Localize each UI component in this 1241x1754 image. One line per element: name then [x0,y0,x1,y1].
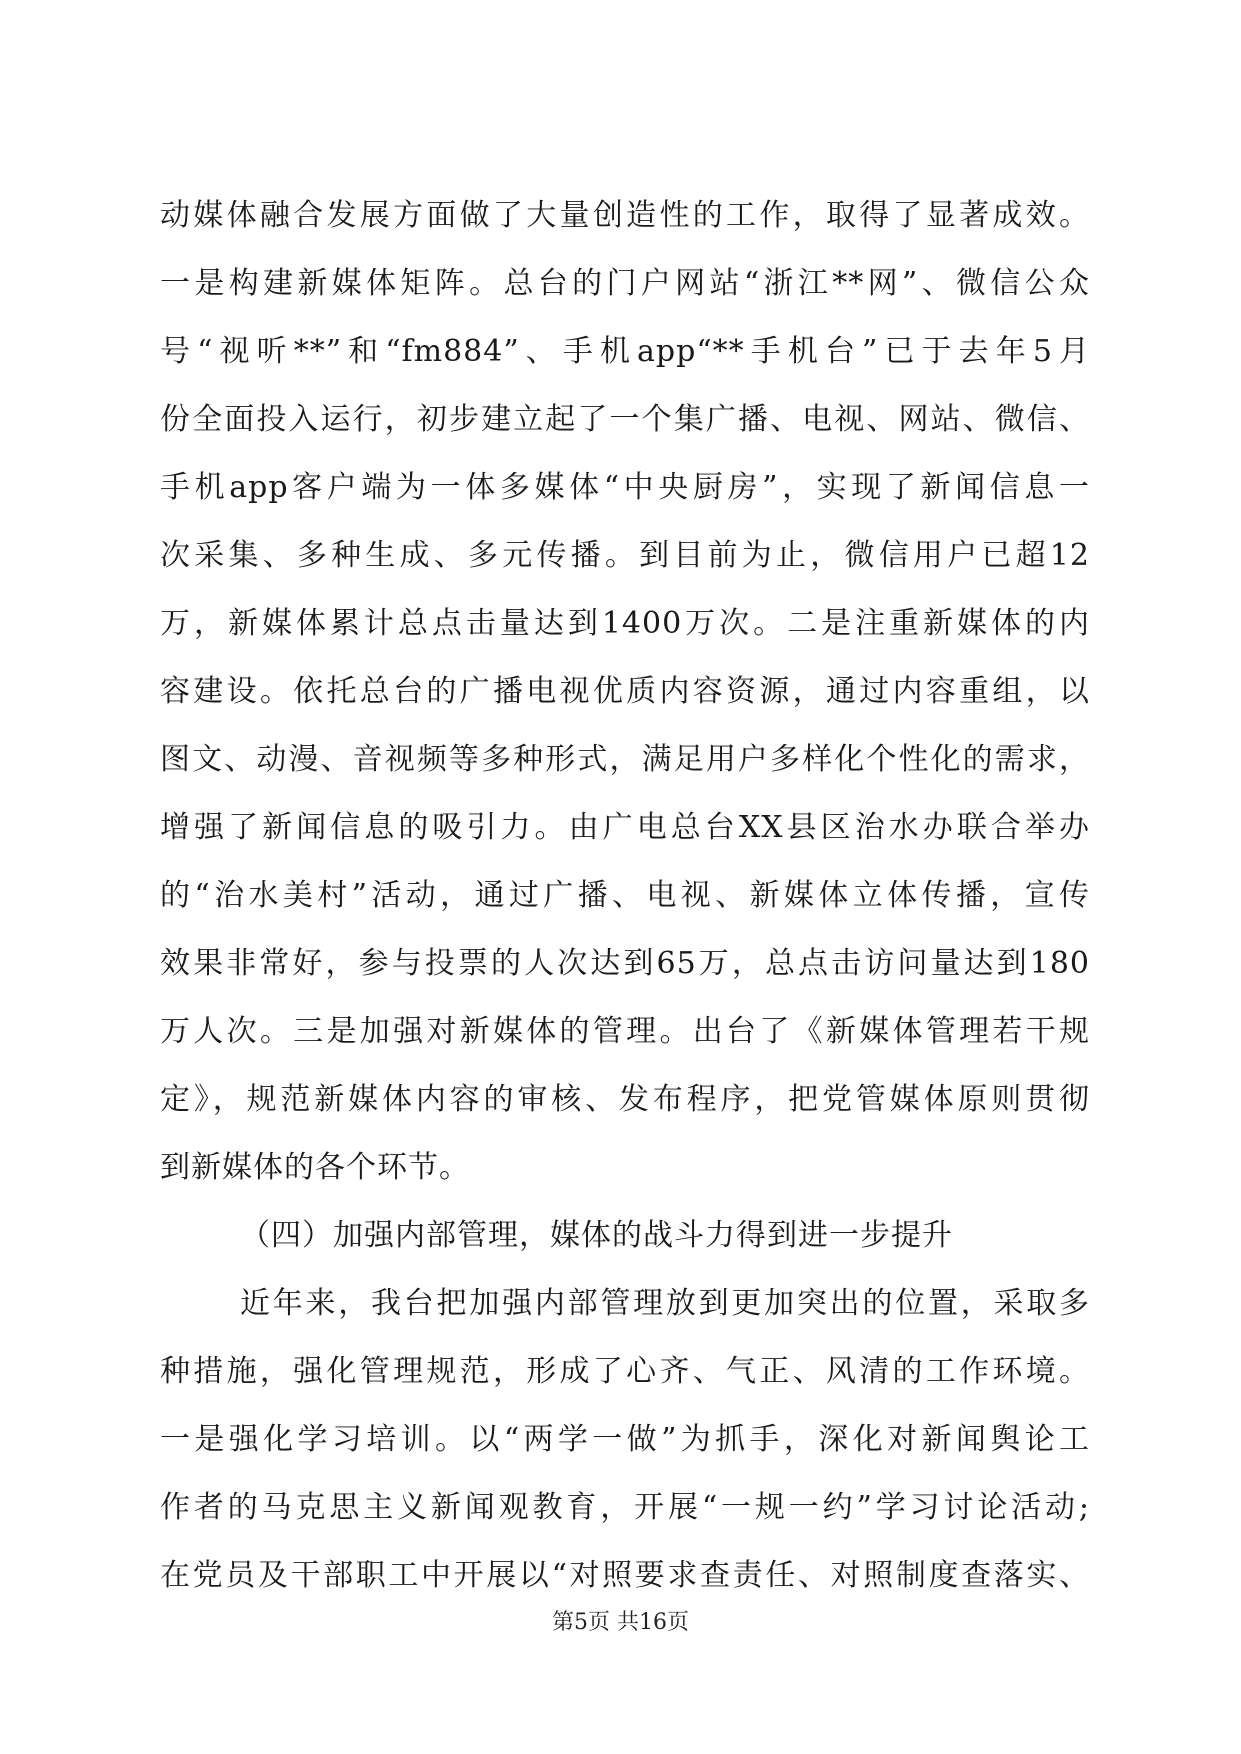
text-line: 一是强化学习培训。以“两学一做”为抓手，深化对新闻舆论工 [160,1422,1090,1457]
text-line: 作者的马克思主义新闻观教育，开展“一规一约”学习讨论活动; [160,1490,1090,1525]
text-line: 在党员及干部职工中开展以“对照要求查责任、对照制度查落实、 [160,1558,1090,1593]
text-line: 动媒体融合发展方面做了大量创造性的工作，取得了显著成效。 [160,198,1090,233]
paragraph-end-line: 到新媒体的各个环节。 [160,1150,470,1185]
text-line: 增强了新闻信息的吸引力。由广电总台XX县区治水办联合举办 [160,810,1090,845]
text-line: 效果非常好，参与投票的人次达到65万，总点击访问量达到180 [160,946,1090,981]
text-line: 号“视听**”和“fm884”、手机app“**手机台”已于去年5月 [160,334,1090,369]
text-line: 次采集、多种生成、多元传播。到目前为止，微信用户已超12 [160,538,1090,573]
text-line: 图文、动漫、音视频等多种形式，满足用户多样化个性化的需求， [160,742,1090,777]
text-line: 容建设。依托总台的广播电视优质内容资源，通过内容重组，以 [160,674,1090,709]
text-line: 种措施，强化管理规范，形成了心齐、气正、风清的工作环境。 [160,1354,1090,1389]
text-line: 一是构建新媒体矩阵。总台的门户网站“浙江**网”、微信公众 [160,266,1090,301]
section-heading: （四）加强内部管理，媒体的战斗力得到进一步提升 [240,1218,953,1253]
document-body [160,182,1090,1610]
paragraph-first-line: 近年来，我台把加强内部管理放到更加突出的位置，采取多 [240,1286,1090,1321]
text-line: 份全面投入运行，初步建立起了一个集广播、电视、网站、微信、 [160,402,1090,437]
text-line: 定》，规范新媒体内容的审核、发布程序，把党管媒体原则贯彻 [160,1082,1090,1117]
text-line: 万，新媒体累计总点击量达到1400万次。二是注重新媒体的内 [160,606,1090,641]
text-line: 万人次。三是加强对新媒体的管理。出台了《新媒体管理若干规 [160,1014,1090,1049]
text-line: 的“治水美村”活动，通过广播、电视、新媒体立体传播，宣传 [160,878,1090,913]
page-number-footer: 第5页 共16页 [552,1610,689,1635]
text-line: 手机app客户端为一体多媒体“中央厨房”，实现了新闻信息一 [160,470,1090,505]
